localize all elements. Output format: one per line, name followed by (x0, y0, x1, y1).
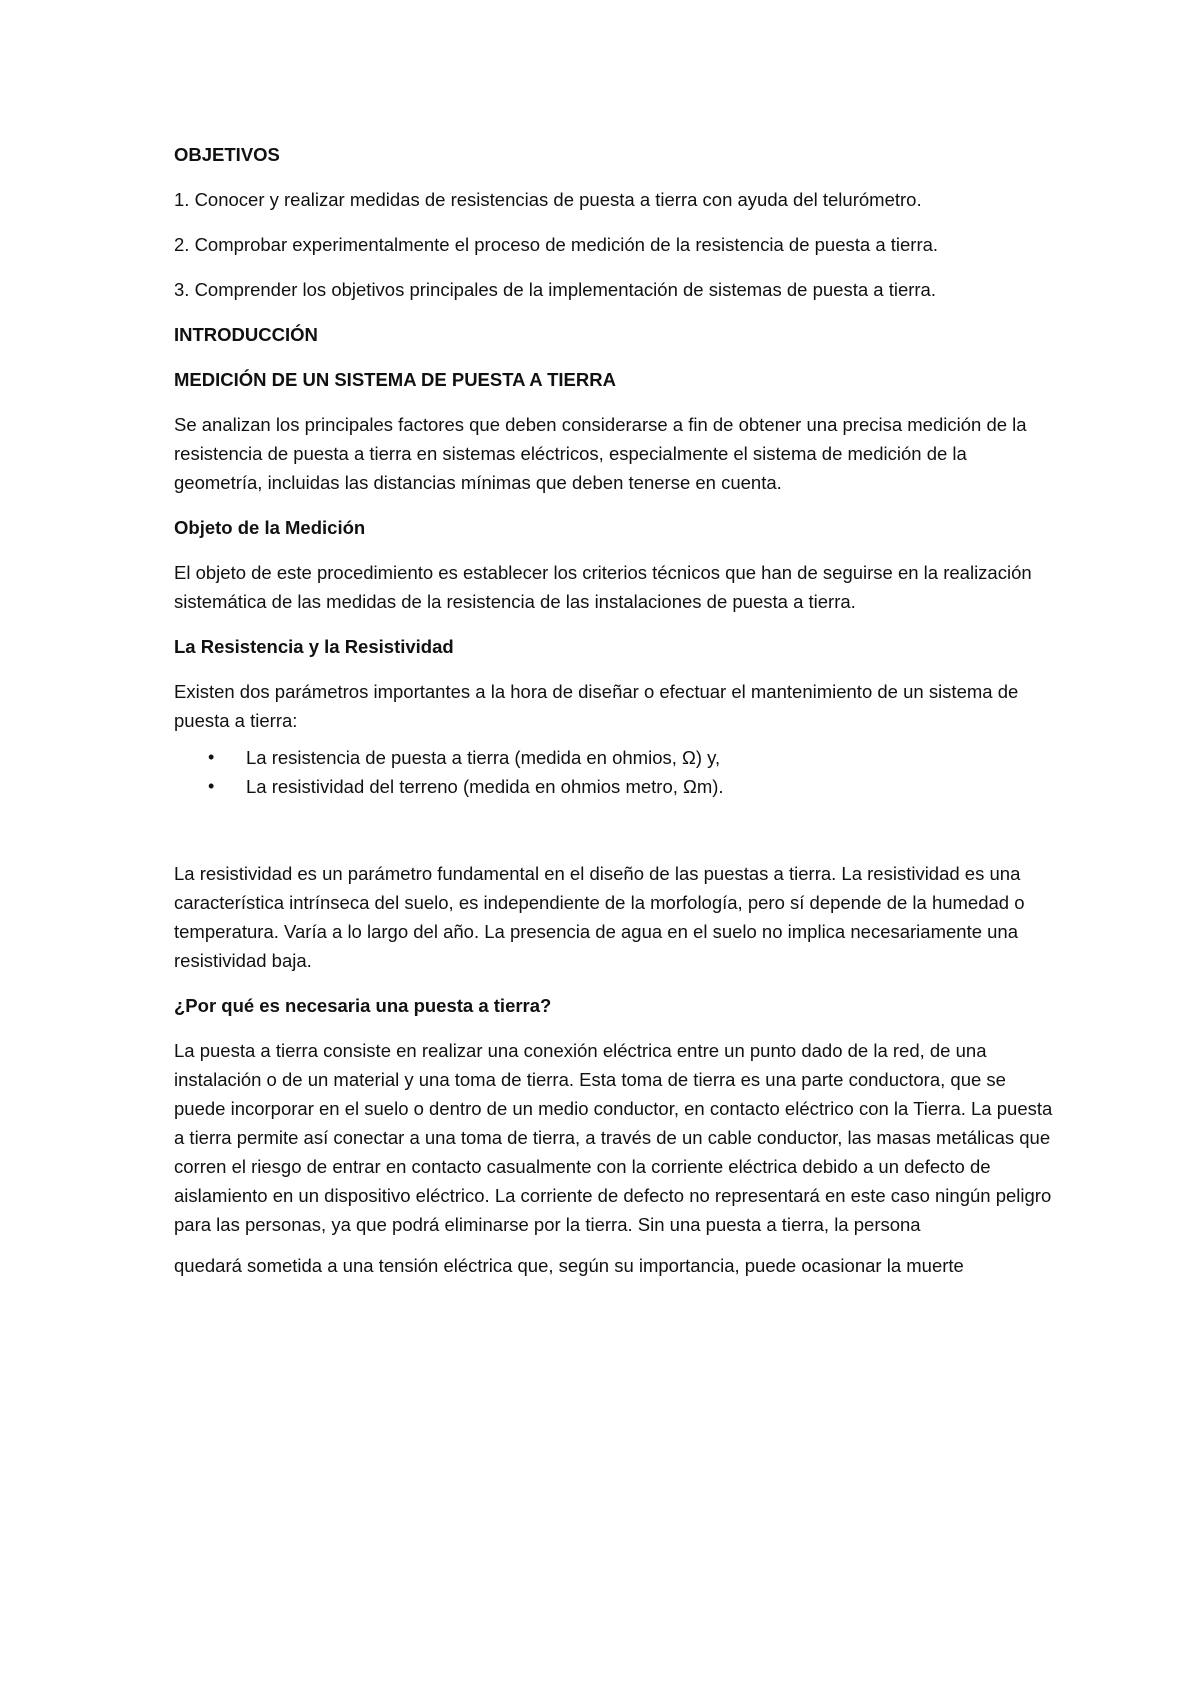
objetivos-heading: OBJETIVOS (174, 144, 280, 165)
porque-paragraph-2: quedará sometida a una tensión eléctrica que, según su importancia, puede ocasionar la muerte (174, 1255, 964, 1276)
introduccion-heading: INTRODUCCIÓN (174, 324, 318, 345)
list-item (174, 743, 1054, 772)
porque-paragraph-1: La puesta a tierra consiste en realizar una conexión eléctrica entre un punto dado de la red, de una instalación o de un material y una toma de tierra. Esta toma de tierra es una parte conductora, que se puede incorporar en el suelo o dentro de un medio conductor, en contacto eléctrico con la Tierra. La puesta a tierra permite así conectar a una toma de tierra, a través de un cable conductor, las masas metálicas que corren el riesgo de entrar en contacto casualmente con la corriente eléctrica debido a un defecto de aislamiento en un dispositivo eléctrico. La corriente de defecto no representará en este caso ningún peligro para las personas, ya que podrá eliminarse por la tierra. Sin una puesta a tierra, la persona (174, 1040, 1053, 1235)
list-item-text: La resistencia de puesta a tierra (medida en ohmios, Ω) y, (246, 747, 721, 768)
resistividad-paragraph: La resistividad es un parámetro fundamental en el diseño de las puestas a tierra. La resistividad es una característica intrínseca del suelo, es independiente de la morfología, pero sí depende de la humedad o temperatura. Varía a lo largo del año. La presencia de agua en el suelo no implica necesariamente una resistividad baja. (174, 863, 1025, 971)
objective-item-1: 1. Conocer y realizar medidas de resistencias de puesta a tierra con ayuda del telurómetro. (174, 189, 922, 210)
list-item (174, 772, 1054, 801)
porque-heading: ¿Por qué es necesaria una puesta a tierra? (174, 995, 552, 1016)
bullet-icon: • (208, 776, 215, 796)
medicion-heading: MEDICIÓN DE UN SISTEMA DE PUESTA A TIERRA (174, 369, 616, 390)
bullet-icon: • (208, 747, 215, 767)
introduccion-paragraph: Se analizan los principales factores que deben considerarse a fin de obtener una precisa medición de la resistencia de puesta a tierra en sistemas eléctricos, especialmente el sistema de medición de la geometría, incluidas las distancias mínimas que deben tenerse en cuenta. (174, 414, 1027, 493)
objeto-paragraph: El objeto de este procedimiento es establecer los criterios técnicos que han de seguirse en la realización sistemática de las medidas de la resistencia de las instalaciones de puesta a tierra. (174, 562, 1032, 612)
objective-item-3: 3. Comprender los objetivos principales de la implementación de sistemas de puesta a tierra. (174, 279, 936, 300)
parameters-list (174, 743, 1054, 801)
resistencia-intro: Existen dos parámetros importantes a la hora de diseñar o efectuar el mantenimiento de un sistema de puesta a tierra: (174, 681, 1019, 731)
objective-item-2: 2. Comprobar experimentalmente el proceso de medición de la resistencia de puesta a tierra. (174, 234, 939, 255)
objeto-heading: Objeto de la Medición (174, 517, 366, 538)
resistencia-heading: La Resistencia y la Resistividad (174, 636, 454, 657)
document-page (174, 140, 1054, 1296)
list-item-text: La resistividad del terreno (medida en ohmios metro, Ωm). (246, 776, 724, 797)
